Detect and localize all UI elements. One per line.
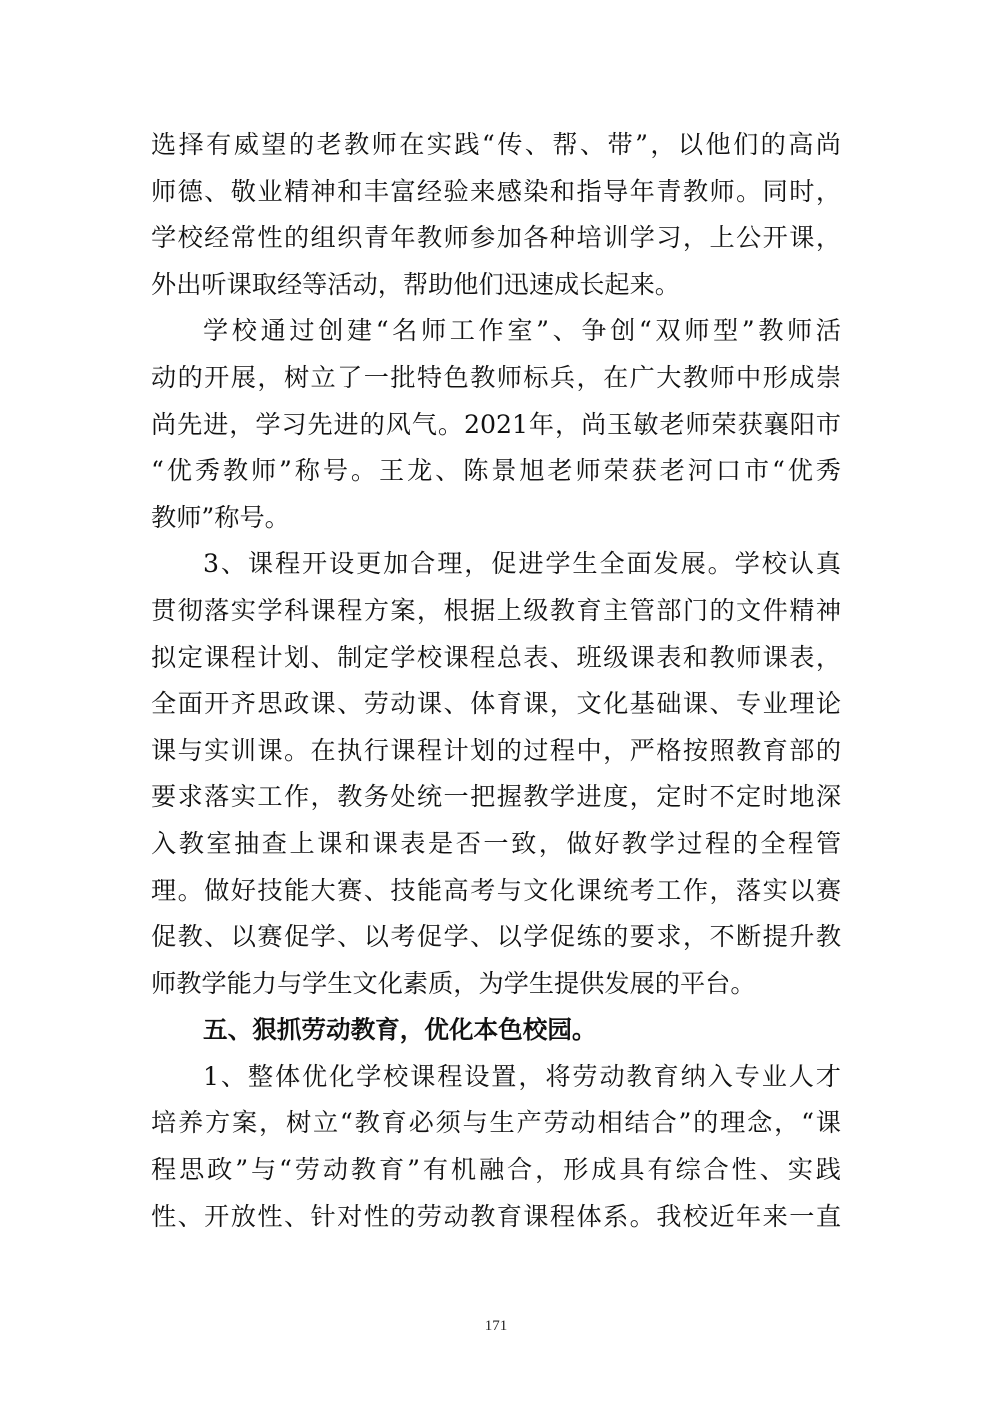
text-line: 课与实训课。在执行课程计划的过程中，严格按照教育部的 <box>151 735 841 765</box>
text-line: 动的开展，树立了一批特色教师标兵，在广大教师中形成崇 <box>151 362 841 392</box>
text-line: 性、开放性、针对性的劳动教育课程体系。我校近年来一直 <box>151 1201 841 1231</box>
text-line: 选择有威望的老教师在实践“传、帮、带”，以他们的高尚 <box>151 130 841 159</box>
text-line: 理。做好技能大赛、技能高考与文化课统考工作，落实以赛 <box>151 875 841 905</box>
text-line: 培养方案，树立“教育必须与生产劳动相结合”的理念，“课 <box>151 1108 841 1138</box>
text-line: “优秀教师”称号。王龙、陈景旭老师荣获老河口市“优秀 <box>151 456 841 486</box>
text-line: 尚先进，学习先进的风气。2021年，尚玉敏老师荣获襄阳市 <box>151 409 841 439</box>
text-line: 入教室抽查上课和课表是否一致，做好教学过程的全程管 <box>151 828 841 858</box>
text-line: 要求落实工作，教务处统一把握教学进度，定时不定时地深 <box>151 782 841 812</box>
text-line: 全面开齐思政课、劳动课、体育课，文化基础课、专业理论 <box>151 689 841 719</box>
text-line: 师德、敬业精神和丰富经验来感染和指导年青教师。同时， <box>151 176 841 206</box>
body-text <box>151 122 841 1240</box>
section-heading: 五、狠抓劳动教育，优化本色校园。 <box>203 1015 597 1045</box>
text-line: 外出听课取经等活动，帮助他们迅速成长起来。 <box>151 269 680 299</box>
text-line: 程思政”与“劳动教育”有机融合，形成具有综合性、实践 <box>151 1155 841 1185</box>
text-line: 3、课程开设更加合理，促进学生全面发展。学校认真 <box>203 549 841 579</box>
text-line: 促教、以赛促学、以考促学、以学促练的要求，不断提升教 <box>151 922 841 952</box>
text-line: 1、整体优化学校课程设置，将劳动教育纳入专业人才 <box>203 1061 841 1091</box>
text-line: 学校经常性的组织青年教师参加各种培训学习，上公开课， <box>151 223 841 253</box>
text-line: 学校通过创建“名师工作室”、争创“双师型”教师活 <box>203 316 841 346</box>
page-number: 171 <box>484 1318 508 1334</box>
text-line: 教师”称号。 <box>151 502 290 532</box>
text-line: 师教学能力与学生文化素质，为学生提供发展的平台。 <box>151 968 756 998</box>
text-line: 拟定课程计划、制定学校课程总表、班级课表和教师课表， <box>151 642 841 672</box>
text-line: 贯彻落实学科课程方案，根据上级教育主管部门的文件精神 <box>151 595 841 625</box>
